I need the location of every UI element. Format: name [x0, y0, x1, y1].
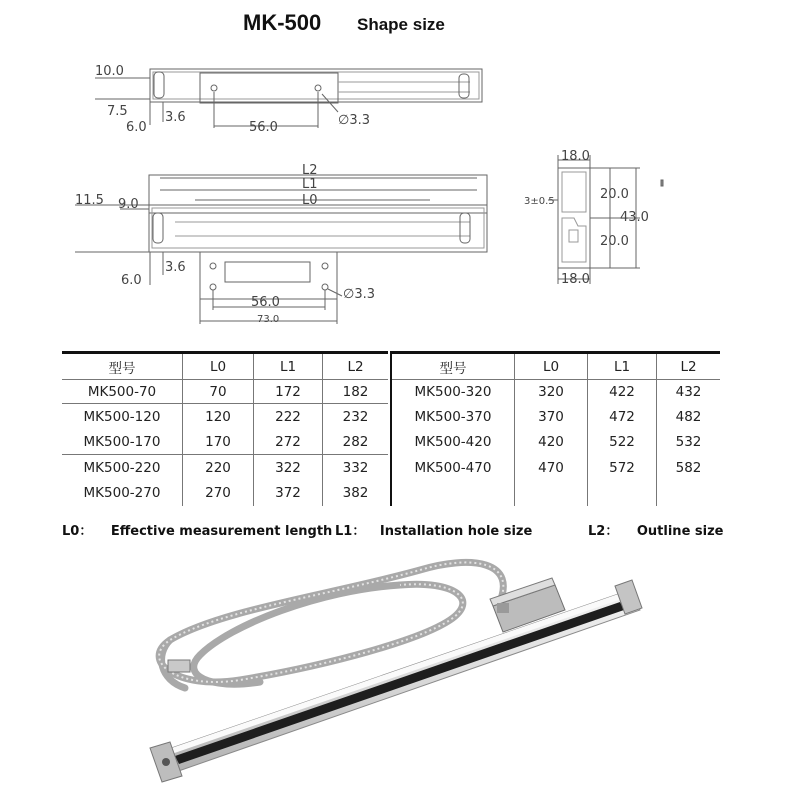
cell-model: MK500-270	[83, 485, 161, 501]
cell-l1: 522	[588, 430, 657, 455]
cell-model: MK500-220	[62, 455, 183, 481]
cell-l2: 482	[657, 404, 721, 430]
cell-l1: 472	[588, 404, 657, 430]
cell-l0: 270	[183, 481, 254, 506]
cell-model: MK500-170	[83, 433, 161, 450]
cell-l0: 170	[183, 430, 254, 455]
header-l0: L0	[183, 353, 254, 380]
dim-11-5: 11.5	[75, 193, 104, 208]
cell-l0: 370	[515, 404, 588, 430]
cell-model: MK500-370	[414, 408, 492, 425]
dim-20-upper: 20.0	[600, 187, 629, 202]
cell-l2: 532	[657, 430, 721, 455]
cell-l2: 582	[657, 455, 721, 481]
cell-model: MK500-320	[414, 383, 492, 400]
dim-20-lower: 20.0	[600, 234, 629, 249]
cell-l0: 420	[515, 430, 588, 455]
cell-l2: 382	[323, 481, 389, 506]
cell-model: MK500-120	[62, 404, 183, 430]
header-model: 型号	[391, 353, 515, 380]
cell-l1: 422	[588, 380, 657, 404]
dim-73: 73.0	[257, 314, 280, 325]
header-l1: L1	[254, 353, 323, 380]
dim-18-bottom: 18.0	[561, 272, 590, 287]
cell-l2: 332	[323, 455, 389, 481]
dim-43: 43.0	[620, 210, 649, 225]
header-l2: L2	[323, 353, 389, 380]
cell-model: MK500-70	[87, 383, 157, 400]
cell-model: MK500-420	[414, 434, 492, 450]
cell-l2: 232	[323, 404, 389, 430]
model-title: MK-500	[243, 10, 322, 35]
cell-l1: 322	[254, 455, 323, 481]
cell-model: MK500-470	[414, 459, 492, 476]
cell-l1: 222	[254, 404, 323, 430]
legend-text: Effective measurement length	[110, 524, 333, 539]
cell-l2: 432	[657, 380, 721, 404]
dim-3-6-top: 3.6	[165, 110, 186, 125]
cell-l0: 70	[183, 380, 254, 404]
cell-l1: 572	[588, 455, 657, 481]
dim-3-6-front: 3.6	[165, 260, 186, 275]
dim-l1: L1	[302, 177, 318, 192]
header-l1: L1	[588, 353, 657, 380]
shape-size-subtitle: Shape size	[357, 15, 445, 34]
cell-l2: 282	[323, 430, 389, 455]
dim-10-0: 10.0	[95, 64, 124, 79]
legend-key: L0：	[62, 524, 93, 539]
header-l2: L2	[657, 353, 721, 380]
cell-l0: 220	[183, 455, 254, 481]
cell-l0: 470	[515, 455, 588, 481]
cell-l1: 172	[254, 380, 323, 404]
cell-l1: 272	[254, 430, 323, 455]
dim-56-top: 56.0	[249, 120, 278, 135]
dim-9-0: 9.0	[118, 197, 139, 212]
cell-l0: 320	[515, 380, 588, 404]
dim-18-top: 18.0	[561, 149, 590, 164]
dim-l0: L0	[302, 193, 318, 208]
dim-6-0-front: 6.0	[121, 273, 142, 288]
cell-l0: 120	[183, 404, 254, 430]
dim-56-front: 56.0	[251, 295, 280, 310]
legend-text: Outline size	[636, 524, 724, 539]
dim-hole-front: ∅3.3	[343, 287, 375, 302]
header-l0: L0	[515, 353, 588, 380]
dim-l2: L2	[302, 163, 318, 178]
cell-l1: 372	[254, 481, 323, 506]
dim-6-0-top: 6.0	[126, 120, 147, 135]
legend-text: Installation hole size	[379, 524, 533, 539]
legend-key: L2：	[588, 524, 619, 539]
dim-3-tolerance: 3±0.5	[524, 196, 555, 207]
header-model: 型号	[62, 353, 183, 380]
cell-l2: 182	[323, 380, 389, 404]
cable-connector	[168, 660, 190, 672]
dim-hole-top: ∅3.3	[338, 113, 370, 128]
dim-7-5: 7.5	[107, 104, 128, 119]
legend-key: L1：	[335, 524, 366, 539]
